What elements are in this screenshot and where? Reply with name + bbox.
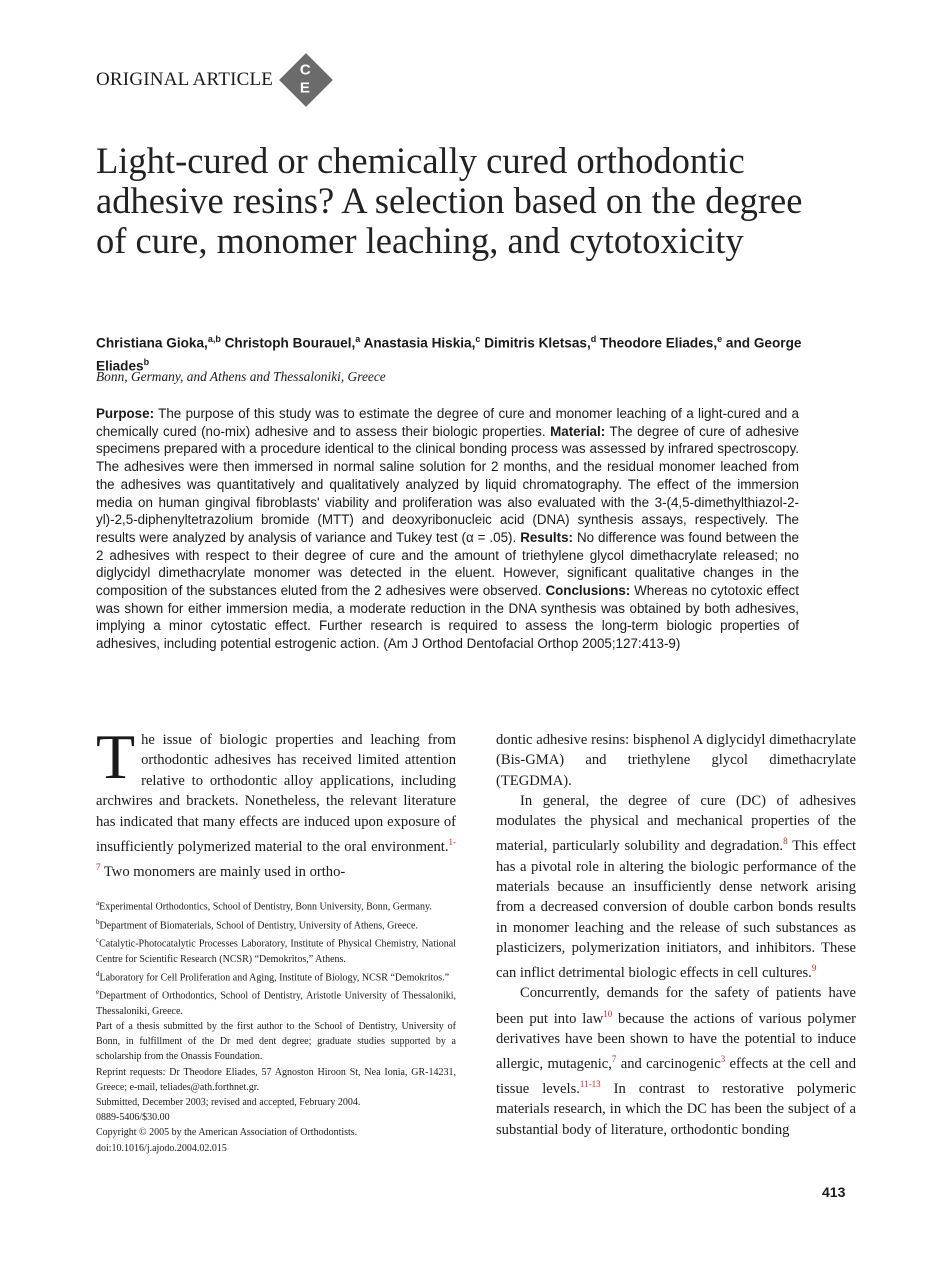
citation-ref[interactable]: 11-13 [579, 1079, 601, 1090]
page-number: 413 [822, 1184, 846, 1200]
abstract-conclusions: Whereas no cytotoxic effect was shown for either immersion media, a moderate reduction in the DNA synthesis was obtained by both adhesives, implying a minor cytostatic effect. Further research is required to assess the long-term biologic properties of adhesives, including potential estrogenic action. (Am J Orthod Dentofacial Orthop 2005;127:413-9) [96, 583, 799, 652]
body-paragraph [496, 983, 856, 1140]
footnotes [96, 896, 456, 1156]
abstract [96, 405, 799, 653]
footnote [96, 1125, 456, 1140]
abstract-purpose-label: Purpose: [96, 406, 155, 421]
body-text: he issue of biologic properties and leaching from orthodontic adhesives has received limited attention relative to orthodontic alloy applications, including archwires and brackets. Nonetheless, the relevant literature has indicated that many effects are induced upon exposure of insufficiently polymerized material to the oral environment. [96, 732, 456, 855]
author: Dimitris Kletsas, [484, 335, 591, 351]
footnote-text: Department of Biomaterials, School of Dentistry, University of Athens, Greece. [99, 919, 418, 931]
footnote-text: Part of a thesis submitted by the first author to the School of Dentistry, University of Bonn, in fulfillment of the Dr med dent degree; graduate studies supported by a scholarship from the Onassis Foundation. [96, 1021, 456, 1063]
author-location: Bonn, Germany, and Athens and Thessaloniki, Greece [96, 369, 386, 384]
body-text: and carcinogenic [616, 1055, 721, 1072]
footnote-text[interactable]: doi:10.1016/j.ajodo.2004.02.015 [96, 1142, 227, 1154]
abstract-results: No difference was found between the 2 adhesives with respect to their degree of cure and the amount of triethylene glycol dimethacrylate released; no diglycidyl dimethacrylate monomer was detected in the eluent. However, significant qualitative changes in the composition of the substances eluted from the 2 adhesives were observed. [96, 529, 799, 599]
footnote-sup: b [96, 917, 100, 926]
author: Anastasia Hiskia, [363, 335, 476, 351]
footnote-sup: c [96, 936, 100, 945]
citation-ref[interactable]: 3 [720, 1054, 726, 1065]
footnote-text: Submitted, December 2003; revised and accepted, February 2004. [96, 1097, 361, 1109]
author: and George Eliades [96, 335, 802, 374]
footnote-text: Laboratory for Cell Proliferation and Aging, Institute of Biology, NCSR “Demokritos.” [99, 972, 450, 984]
body-text: because the actions of various polymer derivatives have been shown to have the potential to induce allergic, mutagenic, [496, 1010, 856, 1072]
body-paragraph [496, 791, 856, 983]
abstract-purpose: The purpose of this study was to estimate the degree of cure and monomer leaching of a light-cured and a chemically cured (no-mix) adhesive and to assess their biologic properties. [96, 406, 799, 439]
author: Christoph Bourauel, [224, 335, 356, 351]
body-text: In general, the degree of cure (DC) of adhesives modulates the physical and mechanical properties of the material, particularly solubility and degradation. [496, 792, 856, 855]
footnote [96, 896, 456, 915]
abstract-material-label: Material: [550, 423, 606, 439]
body-text: This effect has a pivotal role in altering the biologic performance of the materials because an insufficiently dense network arising from a decreased conversion of double carbon bonds results in monomer leaching and the release of such substances as plasticizers, polymerization initiators, and inhibitors. These can inflict detrimental biologic effects in cell cultures. [496, 838, 857, 981]
author-affil-sup: a [355, 334, 361, 344]
article-type-header [96, 52, 325, 108]
author-affil-sup: d [590, 334, 597, 344]
article-title: Light-cured or chemically cured orthodontic adhesive resins? A selection based on the degree of cure, monomer leaching, and cytotoxicity [96, 140, 803, 261]
citation-ref[interactable]: 10 [603, 1008, 613, 1019]
footnote [96, 1110, 456, 1125]
footnote [96, 915, 456, 934]
footnote-text: Reprint requests: Dr Theodore Eliades, 57 Agnoston Hiroon St, Nea Ionia, GR-14231, Greece; e-mail, teliades@ath.forthnet.gr. [96, 1066, 456, 1093]
footnote [96, 1095, 456, 1110]
footnote-text: Copyright © 2005 by the American Association of Orthodontists. [96, 1127, 358, 1139]
footnote-text: Catalytic-Photocatalytic Processes Laboratory, Institute of Physical Chemistry, National Centre for Scientific Research (NCSR) “Demokritos,” Athens. [96, 938, 456, 965]
ce-badge-icon [279, 53, 333, 107]
footnote-text: Department of Orthodontics, School of Dentistry, Aristotle University of Thessaloniki, Thessaloniki, Greece. [96, 990, 456, 1017]
citation-ref[interactable]: 8 [783, 836, 788, 847]
body-text: Concurrently, demands for the safety of patients have been put into law [496, 985, 856, 1027]
abstract-material: The degree of cure of adhesive specimens prepared with a procedure identical to the clinical bonding process was assessed by infrared spectroscopy. The adhesives were then immersed in normal saline solution for 2 months, and the residual monomer leached from the adhesives was quantitatively and qualitatively analyzed by liquid chromatography. The effect of the immersion media on human gingival fibroblasts' viability and proliferation was also evaluated with the 3-(4,5-dimethylthiazol-2-yl)-2,5-diphenyltetrazolium bromide (MTT) and deoxyribonucleic acid (DNA) synthesis assays, respectively. The results were analyzed by analysis of variance and Tukey test (α = .05). [96, 423, 799, 545]
ce-badge-e: E [300, 79, 311, 97]
author: Christiana Gioka, [96, 335, 208, 351]
ce-badge-c: C [299, 61, 311, 79]
body-text: Two monomers are mainly used in ortho- [100, 864, 346, 881]
citation-ref[interactable]: 1-7 [96, 837, 456, 873]
footnote [96, 933, 456, 967]
footnote [96, 1141, 456, 1156]
body-paragraph: dontic adhesive resins: bisphenol A diglycidyl dimethacrylate (Bis-GMA) and triethylene glycol dimethacrylate (TEGDMA). [496, 732, 856, 789]
footnote [96, 1019, 456, 1065]
abstract-conclusions-label: Conclusions: [545, 583, 631, 599]
body-text: In contrast to restorative polymeric materials research, in which the DC has been the subject of a substantial body of literature, orthodontic bonding [496, 1081, 856, 1138]
author: Theodore Eliades, [600, 335, 718, 351]
footnote-sup: a [96, 899, 100, 907]
citation-ref[interactable]: 7 [611, 1054, 617, 1065]
body-column-left [96, 721, 456, 883]
article-type-label: ORIGINAL ARTICLE [96, 69, 274, 90]
author-affil-sup: c [475, 334, 481, 344]
footnote [96, 1065, 456, 1095]
author-affil-sup: a,b [207, 334, 221, 344]
footnote-sup: d [96, 969, 100, 978]
footnote-text: Experimental Orthodontics, School of Dentistry, Bonn University, Bonn, Germany. [99, 901, 432, 913]
footnote-sup: e [96, 988, 100, 997]
body-column-right [496, 730, 856, 1140]
author-affil-sup: e [717, 334, 723, 344]
drop-cap: T [96, 721, 136, 792]
abstract-results-label: Results: [520, 529, 574, 545]
footnote [96, 967, 456, 986]
footnote [96, 985, 456, 1019]
body-text: effects at the cell and tissue levels. [496, 1055, 856, 1098]
author-affil-sup: b [143, 356, 150, 367]
citation-ref[interactable]: 9 [811, 963, 817, 974]
footnote-text: 0889-5406/$30.00 [96, 1112, 170, 1124]
